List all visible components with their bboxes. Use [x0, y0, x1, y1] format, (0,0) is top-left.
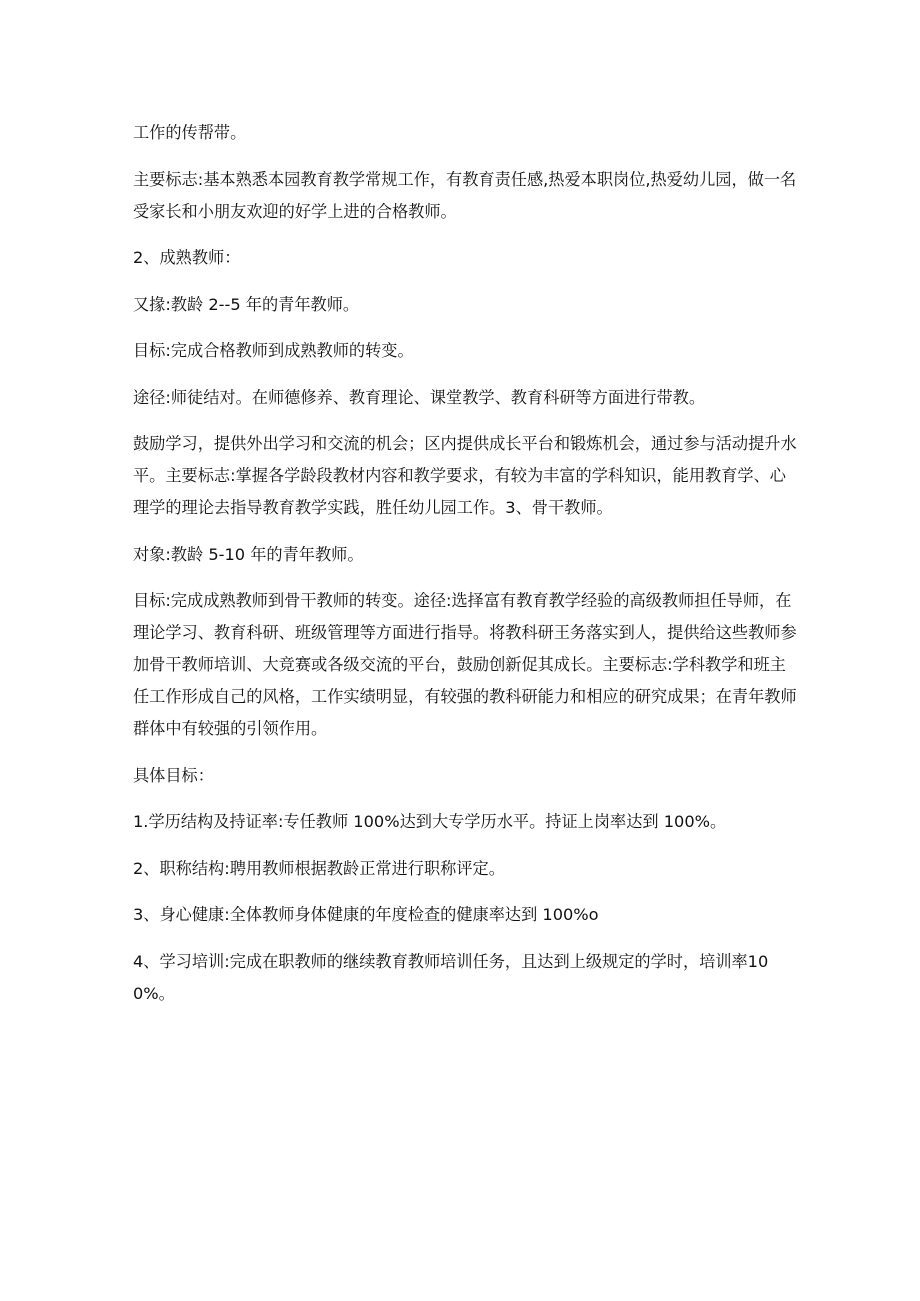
paragraph-backbone-goal: 目标:完成成熟教师到骨干教师的转变。途径:选择富有教育教学经验的高级教师担任导师，在理论学习、教育科研、班级管理等方面进行指导。将教科研王务落实到人，提供给这些教师参加骨干教师培训、大竞赛或各级交流的平台，鼓励创新促其成长。主要标志:学科教学和班主任工作形成自己的风格，工作实绩明显，有较强的教科研能力和相应的研究成果；在青年教师群体中有较强的引领作用。	[133, 591, 797, 738]
paragraph-mature-marks: 鼓励学习，提供外出学习和交流的机会；区内提供成长平台和锻炼机会，通过参与活动提升水平。主要标志:掌握各学龄段教材内容和教学要求，有较为丰富的学科知识，能用教育学、心理学的理论去指导教育教学实践，胜任幼儿园工作。3、骨干教师。	[133, 434, 797, 517]
document-body	[133, 117, 797, 1024]
paragraph-mature-object: 又掾:教龄 2--5 年的青年教师。	[133, 294, 360, 314]
paragraph-mentoring-end: 工作的传帮带。	[133, 123, 247, 142]
paragraph-mature-path: 途径:师徒结对。在师德修养、教育理论、课堂教学、教育科研等方面进行带教。	[133, 387, 706, 407]
paragraph-mature-goal: 目标:完成合格教师到成熟教师的转变。	[133, 341, 414, 360]
paragraph-education-structure: 1.学历结构及持证率:专任教师 100%达到大专学历水平。持证上岗率达到 100%。	[133, 812, 727, 831]
paragraph-title-structure: 2、职称结构:聘用教师根据教龄正常进行职称评定。	[133, 858, 505, 878]
heading-mature-teacher: 2、成熟教师：	[133, 248, 241, 267]
paragraph-qualified-marks: 主要标志:基本熟悉本园教育教学常规工作，有教育责任感,热爱本职岗位,热爱幼儿园，做一名受家长和小朋友欢迎的好学上进的合格教师。	[133, 169, 797, 221]
paragraph-training: 4、学习培训:完成在职教师的继续教育教师培训任务，且达到上级规定的学时，培训率100%。	[133, 951, 769, 1003]
paragraph-backbone-object: 对象:教龄 5-10 年的青年教师。	[133, 544, 364, 564]
paragraph-health: 3、身心健康:全体教师身体健康的年度检查的健康率达到 100%o	[133, 905, 599, 924]
heading-specific-goals: 具体目标：	[133, 765, 214, 785]
